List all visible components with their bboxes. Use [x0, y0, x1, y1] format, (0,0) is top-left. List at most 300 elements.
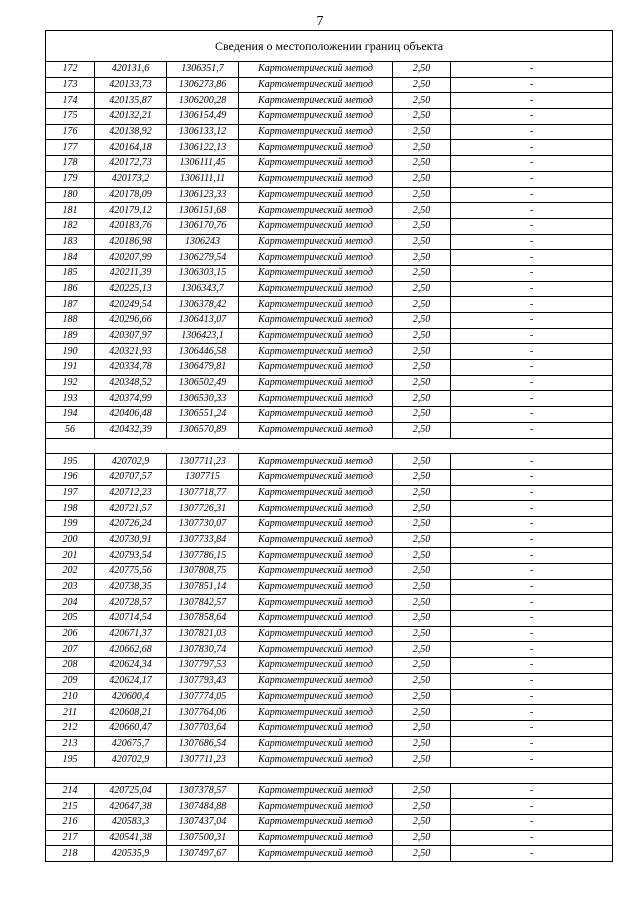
x-coordinate-cell: 420207,99 [95, 250, 167, 266]
y-coordinate-cell: 1306111,11 [167, 171, 239, 187]
point-number-cell: 197 [46, 485, 95, 501]
y-coordinate-cell: 1307830,74 [167, 642, 239, 658]
point-number-cell: 182 [46, 218, 95, 234]
group-separator-cell [46, 767, 613, 783]
y-coordinate-cell: 1307437,04 [167, 815, 239, 831]
method-cell: Картометрический метод [239, 689, 393, 705]
y-coordinate-cell: 1306423,1 [167, 328, 239, 344]
point-number-cell: 194 [46, 407, 95, 423]
table-row [46, 203, 613, 219]
point-number-cell: 215 [46, 799, 95, 815]
accuracy-cell: 2,50 [393, 799, 451, 815]
accuracy-cell: 2,50 [393, 705, 451, 721]
y-coordinate-cell: 1307500,31 [167, 830, 239, 846]
x-coordinate-cell: 420702,9 [95, 752, 167, 768]
x-coordinate-cell: 420728,57 [95, 595, 167, 611]
table-row [46, 548, 613, 564]
description-cell: - [451, 501, 613, 517]
point-number-cell: 184 [46, 250, 95, 266]
method-cell: Картометрический метод [239, 265, 393, 281]
y-coordinate-cell: 1306303,15 [167, 265, 239, 281]
y-coordinate-cell: 1307774,05 [167, 689, 239, 705]
accuracy-cell: 2,50 [393, 265, 451, 281]
method-cell: Картометрический метод [239, 93, 393, 109]
x-coordinate-cell: 420608,21 [95, 705, 167, 721]
description-cell: - [451, 752, 613, 768]
method-cell: Картометрический метод [239, 799, 393, 815]
point-number-cell: 181 [46, 203, 95, 219]
point-number-cell: 175 [46, 109, 95, 125]
method-cell: Картометрический метод [239, 407, 393, 423]
table-row [46, 564, 613, 580]
y-coordinate-cell: 1307808,75 [167, 564, 239, 580]
x-coordinate-cell: 420714,54 [95, 611, 167, 627]
y-coordinate-cell: 1307711,23 [167, 454, 239, 470]
method-cell: Картометрический метод [239, 360, 393, 376]
table-row [46, 720, 613, 736]
table-row [46, 595, 613, 611]
point-number-cell: 203 [46, 579, 95, 595]
point-number-cell: 185 [46, 265, 95, 281]
method-cell: Картометрический метод [239, 62, 393, 78]
table-row [46, 234, 613, 250]
y-coordinate-cell: 1306151,68 [167, 203, 239, 219]
method-cell: Картометрический метод [239, 705, 393, 721]
x-coordinate-cell: 420432,39 [95, 422, 167, 438]
accuracy-cell: 2,50 [393, 297, 451, 313]
y-coordinate-cell: 1307726,31 [167, 501, 239, 517]
table-row [46, 658, 613, 674]
method-cell: Картометрический метод [239, 77, 393, 93]
y-coordinate-cell: 1306570,89 [167, 422, 239, 438]
accuracy-cell: 2,50 [393, 516, 451, 532]
point-number-cell: 193 [46, 391, 95, 407]
method-cell: Картометрический метод [239, 720, 393, 736]
accuracy-cell: 2,50 [393, 407, 451, 423]
x-coordinate-cell: 420624,17 [95, 673, 167, 689]
description-cell: - [451, 532, 613, 548]
y-coordinate-cell: 1307718,77 [167, 485, 239, 501]
point-number-cell: 179 [46, 171, 95, 187]
accuracy-cell: 2,50 [393, 124, 451, 140]
x-coordinate-cell: 420702,9 [95, 454, 167, 470]
point-number-cell: 208 [46, 658, 95, 674]
table-row [46, 407, 613, 423]
table-row [46, 140, 613, 156]
x-coordinate-cell: 420183,76 [95, 218, 167, 234]
method-cell: Картометрический метод [239, 109, 393, 125]
method-cell: Картометрический метод [239, 752, 393, 768]
y-coordinate-cell: 1306502,49 [167, 375, 239, 391]
accuracy-cell: 2,50 [393, 532, 451, 548]
description-cell: - [451, 203, 613, 219]
x-coordinate-cell: 420541,38 [95, 830, 167, 846]
y-coordinate-cell: 1306530,33 [167, 391, 239, 407]
description-cell: - [451, 297, 613, 313]
y-coordinate-cell: 1306133,12 [167, 124, 239, 140]
description-cell: - [451, 62, 613, 78]
description-cell: - [451, 344, 613, 360]
point-number-cell: 186 [46, 281, 95, 297]
point-number-cell: 178 [46, 156, 95, 172]
description-cell: - [451, 375, 613, 391]
y-coordinate-cell: 1306123,33 [167, 187, 239, 203]
x-coordinate-cell: 420600,4 [95, 689, 167, 705]
accuracy-cell: 2,50 [393, 140, 451, 156]
x-coordinate-cell: 420775,56 [95, 564, 167, 580]
table-row [46, 344, 613, 360]
description-cell: - [451, 689, 613, 705]
description-cell: - [451, 156, 613, 172]
point-number-cell: 187 [46, 297, 95, 313]
method-cell: Картометрический метод [239, 124, 393, 140]
accuracy-cell: 2,50 [393, 548, 451, 564]
accuracy-cell: 2,50 [393, 203, 451, 219]
y-coordinate-cell: 1307686,54 [167, 736, 239, 752]
accuracy-cell: 2,50 [393, 830, 451, 846]
accuracy-cell: 2,50 [393, 187, 451, 203]
method-cell: Картометрический метод [239, 548, 393, 564]
table-row [46, 454, 613, 470]
table-row [46, 752, 613, 768]
table-row [46, 187, 613, 203]
method-cell: Картометрический метод [239, 344, 393, 360]
method-cell: Картометрический метод [239, 375, 393, 391]
description-cell: - [451, 171, 613, 187]
point-number-cell: 195 [46, 454, 95, 470]
point-number-cell: 173 [46, 77, 95, 93]
point-number-cell: 191 [46, 360, 95, 376]
accuracy-cell: 2,50 [393, 595, 451, 611]
y-coordinate-cell: 1307858,64 [167, 611, 239, 627]
group-separator-row [46, 438, 613, 454]
x-coordinate-cell: 420186,98 [95, 234, 167, 250]
description-cell: - [451, 626, 613, 642]
description-cell: - [451, 846, 613, 862]
x-coordinate-cell: 420132,21 [95, 109, 167, 125]
table-row [46, 579, 613, 595]
description-cell: - [451, 469, 613, 485]
x-coordinate-cell: 420730,91 [95, 532, 167, 548]
description-cell: - [451, 705, 613, 721]
accuracy-cell: 2,50 [393, 485, 451, 501]
x-coordinate-cell: 420725,04 [95, 783, 167, 799]
table-row [46, 501, 613, 517]
table-row [46, 736, 613, 752]
point-number-cell: 206 [46, 626, 95, 642]
point-number-cell: 174 [46, 93, 95, 109]
table-row [46, 705, 613, 721]
table-row [46, 109, 613, 125]
table-row [46, 218, 613, 234]
accuracy-cell: 2,50 [393, 313, 451, 329]
description-cell: - [451, 642, 613, 658]
x-coordinate-cell: 420179,12 [95, 203, 167, 219]
table-row [46, 846, 613, 862]
table-row [46, 626, 613, 642]
accuracy-cell: 2,50 [393, 156, 451, 172]
accuracy-cell: 2,50 [393, 250, 451, 266]
y-coordinate-cell: 1306351,7 [167, 62, 239, 78]
x-coordinate-cell: 420647,38 [95, 799, 167, 815]
y-coordinate-cell: 1306446,58 [167, 344, 239, 360]
point-number-cell: 177 [46, 140, 95, 156]
x-coordinate-cell: 420624,34 [95, 658, 167, 674]
accuracy-cell: 2,50 [393, 218, 451, 234]
point-number-cell: 216 [46, 815, 95, 831]
point-number-cell: 207 [46, 642, 95, 658]
description-cell: - [451, 799, 613, 815]
y-coordinate-cell: 1307797,53 [167, 658, 239, 674]
y-coordinate-cell: 1307821,03 [167, 626, 239, 642]
description-cell: - [451, 93, 613, 109]
accuracy-cell: 2,50 [393, 62, 451, 78]
point-number-cell: 195 [46, 752, 95, 768]
method-cell: Картометрический метод [239, 626, 393, 642]
y-coordinate-cell: 1306378,42 [167, 297, 239, 313]
x-coordinate-cell: 420707,57 [95, 469, 167, 485]
method-cell: Картометрический метод [239, 783, 393, 799]
group-separator-row [46, 767, 613, 783]
table-row [46, 516, 613, 532]
method-cell: Картометрический метод [239, 501, 393, 517]
y-coordinate-cell: 1307703,64 [167, 720, 239, 736]
method-cell: Картометрический метод [239, 140, 393, 156]
method-cell: Картометрический метод [239, 658, 393, 674]
y-coordinate-cell: 1306170,76 [167, 218, 239, 234]
table-row [46, 611, 613, 627]
y-coordinate-cell: 1307842,57 [167, 595, 239, 611]
y-coordinate-cell: 1306111,45 [167, 156, 239, 172]
description-cell: - [451, 124, 613, 140]
table-row [46, 171, 613, 187]
method-cell: Картометрический метод [239, 218, 393, 234]
accuracy-cell: 2,50 [393, 689, 451, 705]
accuracy-cell: 2,50 [393, 658, 451, 674]
point-number-cell: 56 [46, 422, 95, 438]
y-coordinate-cell: 1307711,23 [167, 752, 239, 768]
x-coordinate-cell: 420133,73 [95, 77, 167, 93]
table-row [46, 250, 613, 266]
description-cell: - [451, 77, 613, 93]
description-cell: - [451, 485, 613, 501]
description-cell: - [451, 328, 613, 344]
method-cell: Картометрический метод [239, 171, 393, 187]
y-coordinate-cell: 1306154,49 [167, 109, 239, 125]
x-coordinate-cell: 420374,99 [95, 391, 167, 407]
accuracy-cell: 2,50 [393, 391, 451, 407]
method-cell: Картометрический метод [239, 156, 393, 172]
method-cell: Картометрический метод [239, 297, 393, 313]
method-cell: Картометрический метод [239, 234, 393, 250]
x-coordinate-cell: 420660,47 [95, 720, 167, 736]
accuracy-cell: 2,50 [393, 375, 451, 391]
accuracy-cell: 2,50 [393, 642, 451, 658]
y-coordinate-cell: 1307715 [167, 469, 239, 485]
accuracy-cell: 2,50 [393, 328, 451, 344]
table-row [46, 375, 613, 391]
x-coordinate-cell: 420721,57 [95, 501, 167, 517]
table-row [46, 830, 613, 846]
point-number-cell: 196 [46, 469, 95, 485]
table-row [46, 328, 613, 344]
x-coordinate-cell: 420712,23 [95, 485, 167, 501]
x-coordinate-cell: 420662,68 [95, 642, 167, 658]
x-coordinate-cell: 420135,87 [95, 93, 167, 109]
table-row [46, 673, 613, 689]
description-cell: - [451, 391, 613, 407]
point-number-cell: 183 [46, 234, 95, 250]
table-row [46, 783, 613, 799]
accuracy-cell: 2,50 [393, 234, 451, 250]
description-cell: - [451, 516, 613, 532]
table-row [46, 62, 613, 78]
description-cell: - [451, 234, 613, 250]
y-coordinate-cell: 1306279,54 [167, 250, 239, 266]
point-number-cell: 200 [46, 532, 95, 548]
x-coordinate-cell: 420249,54 [95, 297, 167, 313]
method-cell: Картометрический метод [239, 532, 393, 548]
accuracy-cell: 2,50 [393, 752, 451, 768]
y-coordinate-cell: 1307786,15 [167, 548, 239, 564]
description-cell: - [451, 187, 613, 203]
y-coordinate-cell: 1306243 [167, 234, 239, 250]
x-coordinate-cell: 420131,6 [95, 62, 167, 78]
point-number-cell: 201 [46, 548, 95, 564]
description-cell: - [451, 407, 613, 423]
y-coordinate-cell: 1307730,07 [167, 516, 239, 532]
method-cell: Картометрический метод [239, 564, 393, 580]
table-row [46, 642, 613, 658]
point-number-cell: 176 [46, 124, 95, 140]
x-coordinate-cell: 420178,09 [95, 187, 167, 203]
point-number-cell: 212 [46, 720, 95, 736]
y-coordinate-cell: 1306273,86 [167, 77, 239, 93]
description-cell: - [451, 281, 613, 297]
table-row [46, 799, 613, 815]
accuracy-cell: 2,50 [393, 77, 451, 93]
x-coordinate-cell: 420726,24 [95, 516, 167, 532]
accuracy-cell: 2,50 [393, 783, 451, 799]
description-cell: - [451, 454, 613, 470]
description-cell: - [451, 564, 613, 580]
y-coordinate-cell: 1306479,81 [167, 360, 239, 376]
accuracy-cell: 2,50 [393, 171, 451, 187]
point-number-cell: 217 [46, 830, 95, 846]
method-cell: Картометрический метод [239, 313, 393, 329]
method-cell: Картометрический метод [239, 281, 393, 297]
description-cell: - [451, 109, 613, 125]
accuracy-cell: 2,50 [393, 93, 451, 109]
table-row [46, 532, 613, 548]
accuracy-cell: 2,50 [393, 501, 451, 517]
table-row [46, 124, 613, 140]
point-number-cell: 214 [46, 783, 95, 799]
x-coordinate-cell: 420307,97 [95, 328, 167, 344]
method-cell: Картометрический метод [239, 846, 393, 862]
description-cell: - [451, 595, 613, 611]
description-cell: - [451, 265, 613, 281]
method-cell: Картометрический метод [239, 328, 393, 344]
x-coordinate-cell: 420211,39 [95, 265, 167, 281]
table-row [46, 815, 613, 831]
method-cell: Картометрический метод [239, 485, 393, 501]
description-cell: - [451, 815, 613, 831]
y-coordinate-cell: 1306200,28 [167, 93, 239, 109]
point-number-cell: 180 [46, 187, 95, 203]
y-coordinate-cell: 1307851,14 [167, 579, 239, 595]
x-coordinate-cell: 420583,3 [95, 815, 167, 831]
description-cell: - [451, 250, 613, 266]
table-row [46, 422, 613, 438]
accuracy-cell: 2,50 [393, 720, 451, 736]
y-coordinate-cell: 1307497,67 [167, 846, 239, 862]
table-row [46, 391, 613, 407]
accuracy-cell: 2,50 [393, 579, 451, 595]
y-coordinate-cell: 1307733,84 [167, 532, 239, 548]
description-cell: - [451, 422, 613, 438]
point-number-cell: 209 [46, 673, 95, 689]
method-cell: Картометрический метод [239, 391, 393, 407]
point-number-cell: 202 [46, 564, 95, 580]
page-number: 7 [316, 14, 324, 29]
description-cell: - [451, 579, 613, 595]
x-coordinate-cell: 420138,92 [95, 124, 167, 140]
table-row [46, 281, 613, 297]
description-cell: - [451, 720, 613, 736]
description-cell: - [451, 611, 613, 627]
y-coordinate-cell: 1307378,57 [167, 783, 239, 799]
x-coordinate-cell: 420406,48 [95, 407, 167, 423]
x-coordinate-cell: 420164,18 [95, 140, 167, 156]
y-coordinate-cell: 1307764,06 [167, 705, 239, 721]
description-cell: - [451, 673, 613, 689]
method-cell: Картометрический метод [239, 579, 393, 595]
method-cell: Картометрический метод [239, 516, 393, 532]
method-cell: Картометрический метод [239, 422, 393, 438]
table-row [46, 156, 613, 172]
accuracy-cell: 2,50 [393, 611, 451, 627]
accuracy-cell: 2,50 [393, 109, 451, 125]
point-number-cell: 210 [46, 689, 95, 705]
description-cell: - [451, 218, 613, 234]
point-number-cell: 211 [46, 705, 95, 721]
point-number-cell: 205 [46, 611, 95, 627]
table-row [46, 469, 613, 485]
table-row [46, 297, 613, 313]
accuracy-cell: 2,50 [393, 281, 451, 297]
x-coordinate-cell: 420671,37 [95, 626, 167, 642]
table-body [46, 31, 613, 862]
method-cell: Картометрический метод [239, 736, 393, 752]
table-row [46, 485, 613, 501]
table-title: Сведения о местоположении границ объекта [46, 31, 613, 62]
accuracy-cell: 2,50 [393, 344, 451, 360]
accuracy-cell: 2,50 [393, 626, 451, 642]
description-cell: - [451, 736, 613, 752]
description-cell: - [451, 658, 613, 674]
table-row [46, 689, 613, 705]
point-number-cell: 198 [46, 501, 95, 517]
point-number-cell: 192 [46, 375, 95, 391]
method-cell: Картометрический метод [239, 673, 393, 689]
description-cell: - [451, 548, 613, 564]
accuracy-cell: 2,50 [393, 815, 451, 831]
method-cell: Картометрический метод [239, 595, 393, 611]
accuracy-cell: 2,50 [393, 736, 451, 752]
accuracy-cell: 2,50 [393, 454, 451, 470]
method-cell: Картометрический метод [239, 187, 393, 203]
